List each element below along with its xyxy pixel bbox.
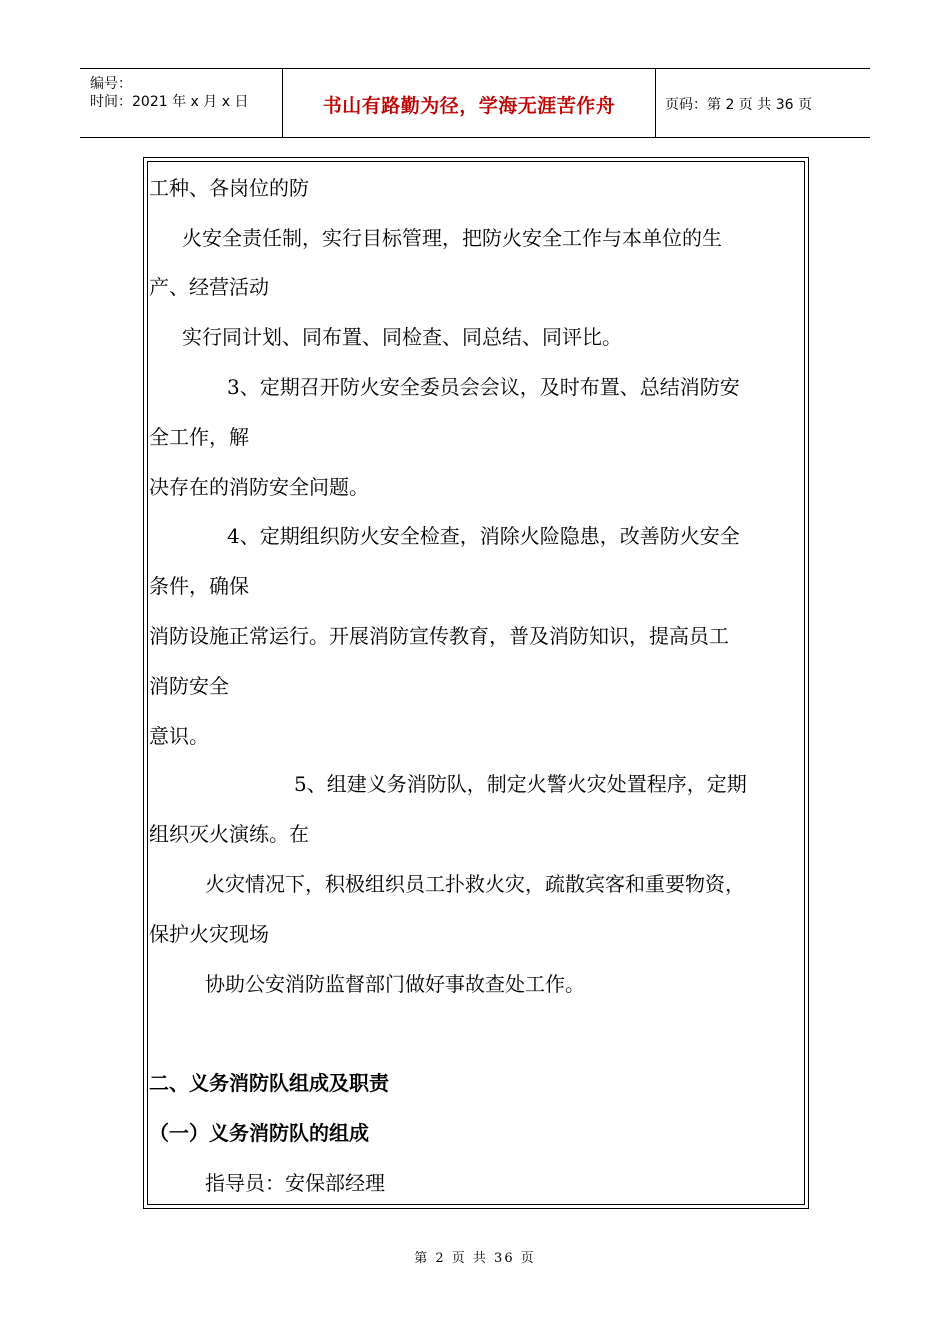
body-line: 火安全责任制，实行目标管理，把防火安全工作与本单位的生: [182, 226, 722, 250]
body-line: 消防安全: [149, 674, 229, 698]
page-label: 页码：第 2 页 共 36 页: [665, 97, 812, 113]
body-line: 实行同计划、同布置、同检查、同总结、同评比。: [182, 325, 622, 349]
body-line: 工种、各岗位的防: [149, 176, 309, 200]
body-line: 消防设施正常运行。开展消防宣传教育，普及消防知识，提高员工: [149, 624, 729, 648]
body-line: 3、定期召开防火安全委员会会议，及时布置、总结消防安: [227, 375, 740, 399]
content-box-inner-border: [147, 161, 805, 1205]
header-motto-cell: [282, 69, 656, 137]
time-label: 时间：2021 年 x 月 x 日: [90, 94, 249, 110]
body-line: 保护火灾现场: [149, 922, 269, 946]
header-meta-cell: [80, 69, 282, 137]
content-box: [143, 157, 809, 1209]
body-line: 决存在的消防安全问题。: [149, 475, 369, 499]
body-line: 产、经营活动: [149, 275, 269, 299]
page-footer: 第 2 页 共 36 页: [414, 1251, 536, 1266]
body-line: 条件，确保: [149, 574, 249, 598]
header-table: [80, 68, 870, 138]
body-line: 意识。: [149, 724, 209, 748]
body-line: 协助公安消防监督部门做好事故查处工作。: [205, 972, 585, 996]
motto: 书山有路勤为径，学海无涯苦作舟: [322, 95, 616, 117]
header-page-cell: [655, 69, 870, 137]
body-line: 火灾情况下，积极组织员工扑救火灾，疏散宾客和重要物资，: [205, 872, 745, 896]
body-line: 5、组建义务消防队，制定火警火灾处置程序，定期: [294, 772, 747, 796]
number-label: 编号：: [90, 76, 132, 92]
body-line: 全工作，解: [149, 425, 249, 449]
section-heading: 二、义务消防队组成及职责: [149, 1071, 389, 1095]
instructor-line: 指导员：安保部经理: [205, 1171, 385, 1195]
body-line: 4、定期组织防火安全检查，消除火险隐患，改善防火安全: [227, 524, 740, 548]
body-line: 组织灭火演练。在: [149, 822, 309, 846]
subsection-heading: （一）义务消防队的组成: [149, 1121, 369, 1145]
